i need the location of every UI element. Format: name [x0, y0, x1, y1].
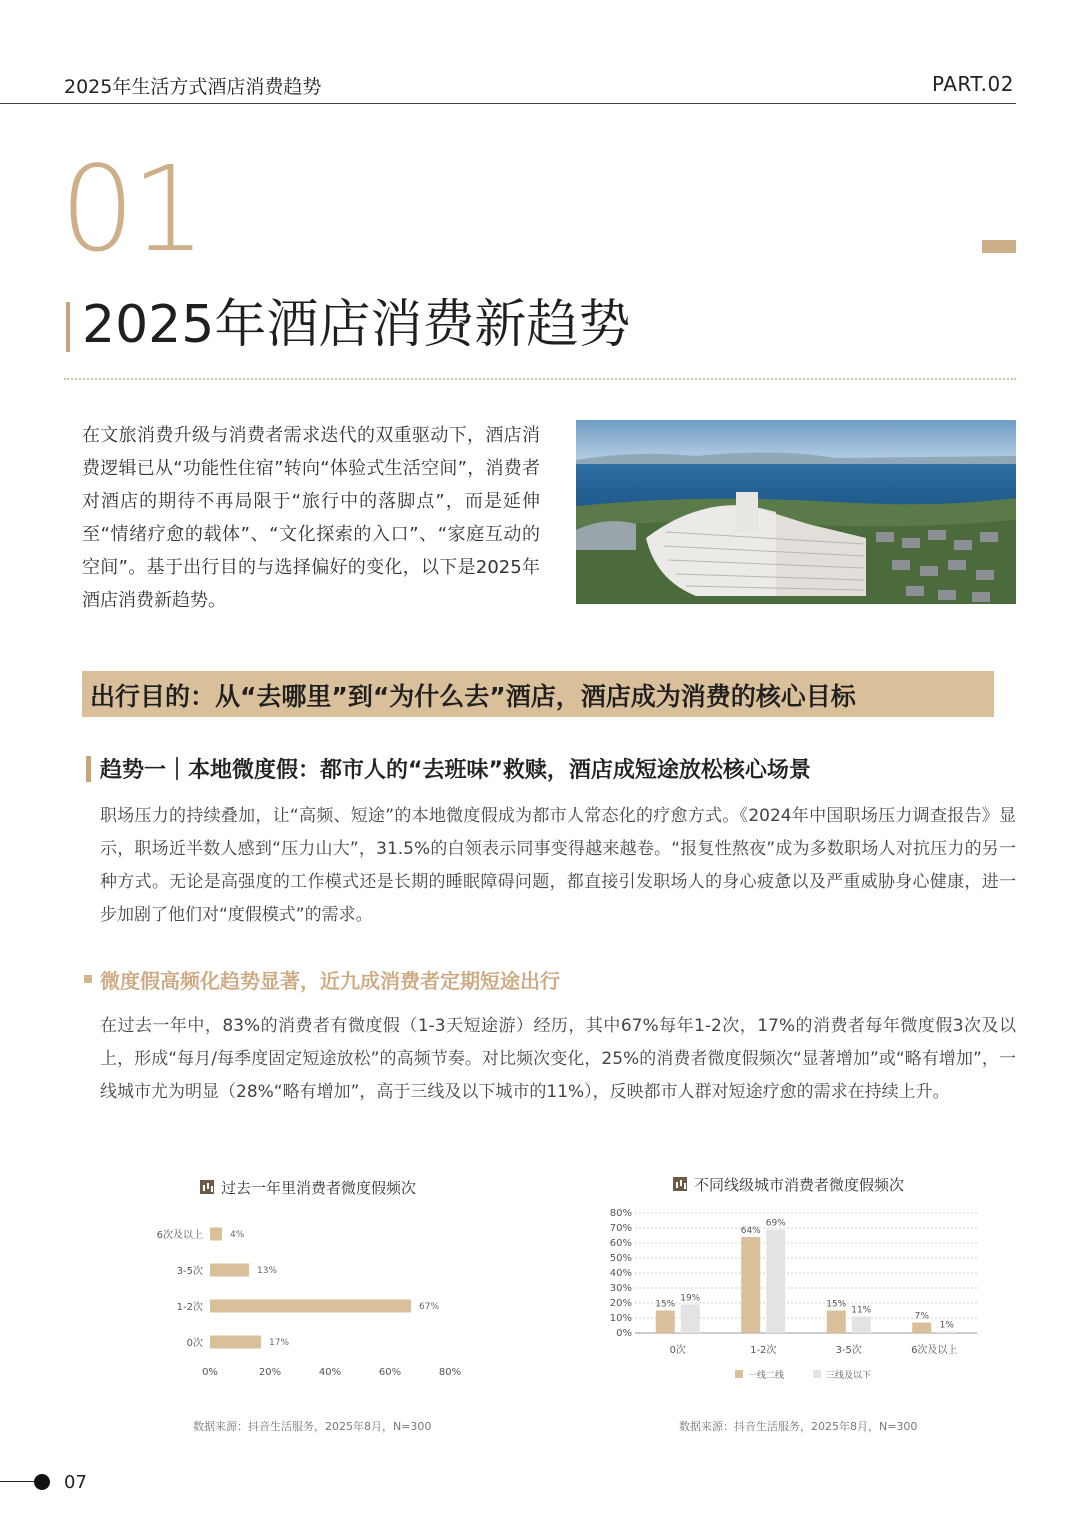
chart2-category-label: 0次 — [669, 1345, 686, 1356]
chart2-legend-swatch — [735, 1370, 743, 1378]
chart2-grouped-bar — [595, 1205, 995, 1385]
chart2-value-label: 64% — [740, 1226, 761, 1236]
chart1-bar — [210, 1300, 411, 1313]
chart2-bar — [741, 1237, 760, 1333]
chart1-value-label: 67% — [419, 1302, 440, 1312]
chart2-legend-label: 三线及以下 — [826, 1371, 872, 1381]
section-number: 01 — [60, 140, 203, 278]
chart1-value-label: 4% — [230, 1230, 245, 1240]
subsection-paragraph: 在过去一年中，83%的消费者有微度假（1-3天短途游）经历，其中67%每年1-2次，17%的消费者每年微度假3次及以上，形成“每月/每季度固定短途放松”的高频节奏。对比频次变化，25%的消费者微度假频次“显著增加”或“略有增加”，一线城市尤为明显（28%“略有增加”，高于三线及以下城市的11%），反映都市人群对短途疗愈的需求在持续上升。 — [100, 1016, 1016, 1102]
trend-marker — [86, 756, 91, 782]
chart1-x-tick-label: 20% — [258, 1367, 282, 1378]
section-title: 2025年酒店消费新趋势 — [82, 295, 631, 355]
chart1-source: 数据来源：抖音生活服务，2025年8月，N=300 — [193, 1420, 432, 1433]
subsection-bullet — [84, 975, 92, 983]
page-number: 07 — [64, 1472, 87, 1493]
chart2-source: 数据来源：抖音生活服务，2025年8月，N=300 — [679, 1420, 918, 1433]
chart2-title-wrap — [673, 1174, 904, 1195]
chart2-y-tick-label: 70% — [609, 1223, 632, 1234]
chart2-y-tick-label: 20% — [609, 1298, 632, 1309]
chart2-value-label: 15% — [826, 1299, 847, 1310]
chart1-bar — [210, 1228, 222, 1241]
chart2-value-label: 11% — [851, 1305, 872, 1316]
footer-dot — [34, 1474, 50, 1490]
chart1-category-label: 0次 — [186, 1338, 203, 1349]
chart1-x-tick-label: 40% — [318, 1367, 342, 1378]
section-banner — [82, 671, 994, 717]
chart2-y-tick-label: 30% — [609, 1283, 632, 1294]
chart1-x-tick-label: 0% — [202, 1367, 218, 1378]
chart1-horizontal-bar — [140, 1215, 480, 1385]
chart1-value-label: 13% — [257, 1266, 278, 1276]
resort-hotel-photo — [576, 420, 1016, 604]
chart2-value-label: 1% — [939, 1320, 954, 1331]
chart1-title-wrap — [200, 1177, 416, 1198]
chart2-y-tick-label: 10% — [609, 1313, 632, 1324]
chart2-category-label: 6次及以上 — [911, 1345, 958, 1356]
title-marker — [66, 302, 70, 352]
document-header-title: 2025年生活方式酒店消费趋势 — [64, 76, 322, 98]
chart2-bar — [852, 1317, 871, 1334]
chart1-category-label: 6次及以上 — [156, 1230, 203, 1241]
chart2-y-tick-label: 50% — [609, 1253, 632, 1264]
chart2-bar — [937, 1332, 956, 1334]
chart1-title: 过去一年里消费者微度假频次 — [221, 1179, 417, 1197]
chart1-x-tick-label: 60% — [378, 1367, 402, 1378]
chart1-category-label: 1-2次 — [176, 1302, 203, 1313]
chart2-bar — [827, 1311, 846, 1334]
banner-text: 出行目的：从“去哪里”到“为什么去”酒店，酒店成为消费的核心目标 — [90, 682, 856, 711]
chart2-value-label: 69% — [765, 1218, 786, 1229]
chart1-bar — [210, 1336, 261, 1349]
chart1-category-label: 3-5次 — [176, 1266, 203, 1277]
bar-chart-icon — [673, 1177, 687, 1191]
chart2-legend-label: 一线二线 — [748, 1371, 785, 1381]
chart2-bar — [681, 1305, 700, 1334]
chart2-y-tick-label: 60% — [609, 1238, 632, 1249]
chart2-bar — [656, 1311, 675, 1334]
intro-paragraph: 在文旅消费升级与消费者需求迭代的双重驱动下，酒店消费逻辑已从“功能性住宿”转向“体验式生活空间”，消费者对酒店的期待不再局限于“旅行中的落脚点”，而是延伸至“情绪疗愈的载体”、“文化探索的入口”、“家庭互动的空间”。基于出行目的与选择偏好的变化，以下是2025年酒店消费新趋势。 — [82, 425, 540, 611]
chart2-y-tick-label: 40% — [609, 1268, 632, 1279]
header-divider — [0, 103, 1016, 104]
bar-chart-icon — [200, 1180, 214, 1194]
dotted-divider — [64, 378, 1016, 380]
chart2-value-label: 7% — [914, 1311, 929, 1322]
part-label: PART.02 — [931, 72, 1014, 96]
chart2-bar — [766, 1230, 785, 1334]
chart2-legend-swatch — [813, 1370, 821, 1378]
chart2-category-label: 1-2次 — [750, 1345, 777, 1356]
chart1-value-label: 17% — [269, 1338, 290, 1348]
chart2-category-label: 3-5次 — [835, 1345, 862, 1356]
trend-paragraph: 职场压力的持续叠加，让“高频、短途”的本地微度假成为都市人常态化的疗愈方式。《2024年中国职场压力调查报告》显示，职场近半数人感到“压力山大”，31.5%的白领表示同事变得越来越卷。“报复性熬夜”成为多数职场人对抗压力的另一种方式。无论是高强度的工作模式还是长期的睡眠障碍问题，都直接引发职场人的身心疲惫以及严重威胁身心健康，进一步加剧了他们对“度假模式”的需求。 — [100, 806, 1016, 925]
chart2-title: 不同线级城市消费者微度假频次 — [694, 1176, 905, 1194]
subsection-title: 微度假高频化趋势显著，近九成消费者定期短途出行 — [100, 969, 560, 993]
decorative-accent-bar — [982, 240, 1016, 253]
chart2-value-label: 15% — [655, 1299, 676, 1310]
chart2-bar — [912, 1323, 931, 1334]
chart2-value-label: 19% — [680, 1293, 701, 1304]
chart2-y-tick-label: 80% — [609, 1208, 632, 1219]
chart2-y-tick-label: 0% — [616, 1328, 632, 1339]
chart1-x-tick-label: 80% — [438, 1367, 462, 1378]
trend-title: 趋势一｜本地微度假：都市人的“去班味”救赎，酒店成短途放松核心场景 — [100, 758, 811, 783]
chart1-bar — [210, 1264, 249, 1277]
